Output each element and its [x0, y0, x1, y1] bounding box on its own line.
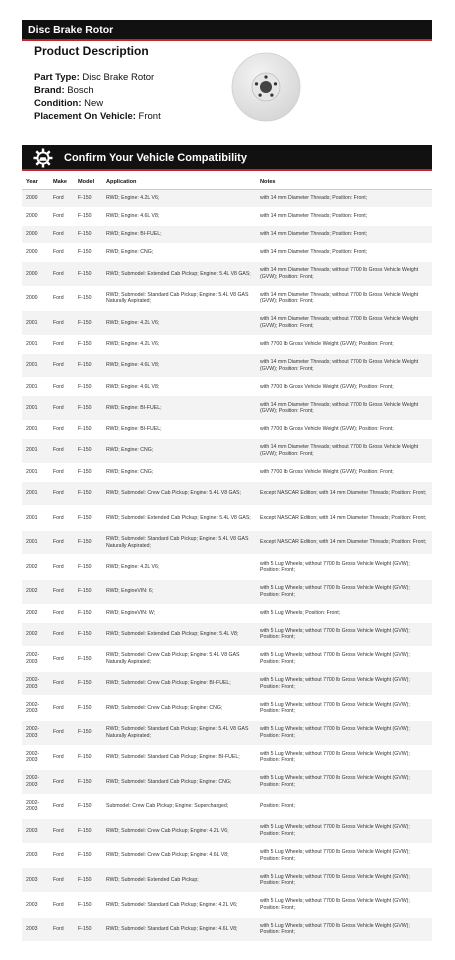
cell-make: Ford — [49, 893, 74, 918]
table-row — [22, 286, 432, 311]
cell-notes: with 5 Lug Wheels; without 7700 lb Gross Vehicle Weight (GVW); Position: Front; — [256, 720, 432, 745]
cell-year: 2002 — [22, 622, 49, 647]
cell-year: 2000 — [22, 226, 49, 244]
cell-notes: with 14 mm Diameter Threads; without 7700 lb Gross Vehicle Weight (GVW); Position: Front; — [256, 396, 432, 421]
col-header-notes: Notes — [256, 174, 432, 190]
cell-application: RWD; Submodel: Crew Cab Pickup; Engine: 4.6L V8; — [102, 843, 256, 868]
condition-label: Condition: — [34, 98, 82, 109]
cell-notes: with 5 Lug Wheels; without 7700 lb Gross Vehicle Weight (GVW); Position: Front; — [256, 770, 432, 795]
cell-make: Ford — [49, 647, 74, 672]
cell-model: F-150 — [74, 868, 102, 893]
cell-model: F-150 — [74, 463, 102, 481]
cell-application: RWD; Engine: BI-FUEL; — [102, 396, 256, 421]
table-row — [22, 190, 432, 208]
cell-make: Ford — [49, 622, 74, 647]
table-row — [22, 720, 432, 745]
cell-model: F-150 — [74, 720, 102, 745]
cell-model: F-150 — [74, 555, 102, 580]
cell-notes: with 14 mm Diameter Threads; without 7700 lb Gross Vehicle Weight (GVW); Position: Front; — [256, 286, 432, 311]
cell-notes: with 5 Lug Wheels; without 7700 lb Gross Vehicle Weight (GVW); Position: Front; — [256, 819, 432, 844]
cell-application: RWD; Engine: 4.6L V8; — [102, 353, 256, 378]
cell-make: Ford — [49, 671, 74, 696]
cell-application: RWD; Submodel: Extended Cab Pickup; Engine: 5.4L V8 GAS; — [102, 506, 256, 531]
table-row — [22, 378, 432, 396]
cell-model: F-150 — [74, 420, 102, 438]
cell-notes: with 5 Lug Wheels; without 7700 lb Gross Vehicle Weight (GVW); Position: Front; — [256, 843, 432, 868]
cell-notes: with 5 Lug Wheels; without 7700 lb Gross Vehicle Weight (GVW); Position: Front; — [256, 868, 432, 893]
cell-year: 2002 — [22, 604, 49, 622]
cell-year: 2001 — [22, 396, 49, 421]
cell-year: 2003 — [22, 868, 49, 893]
table-row — [22, 770, 432, 795]
table-row — [22, 244, 432, 262]
cell-model: F-150 — [74, 917, 102, 942]
cell-year: 2003 — [22, 917, 49, 942]
cell-notes: with 14 mm Diameter Threads; Position: Front; — [256, 244, 432, 262]
cell-make: Ford — [49, 770, 74, 795]
cell-notes: Except NASCAR Edition; with 14 mm Diameter Threads; Position: Front; — [256, 506, 432, 531]
cell-application: RWD; EngineVIN: 6; — [102, 579, 256, 604]
cell-model: F-150 — [74, 622, 102, 647]
cell-model: F-150 — [74, 335, 102, 353]
cell-model: F-150 — [74, 770, 102, 795]
cell-year: 2003 — [22, 819, 49, 844]
cell-notes: with 7700 lb Gross Vehicle Weight (GVW); Position: Front; — [256, 378, 432, 396]
cell-model: F-150 — [74, 647, 102, 672]
cell-application: RWD; Engine: CNG; — [102, 244, 256, 262]
cell-make: Ford — [49, 579, 74, 604]
col-header-application: Application — [102, 174, 256, 190]
cell-application: RWD; Engine: BI-FUEL; — [102, 226, 256, 244]
cell-year: 2002-2003 — [22, 720, 49, 745]
cell-notes: with 5 Lug Wheels; Position: Front; — [256, 604, 432, 622]
cell-year: 2001 — [22, 481, 49, 506]
brand-label: Brand: — [34, 85, 65, 96]
cell-year: 2002 — [22, 579, 49, 604]
cell-model: F-150 — [74, 696, 102, 721]
cell-make: Ford — [49, 286, 74, 311]
cell-application: Submodel: Crew Cab Pickup; Engine: Supercharged; — [102, 794, 256, 819]
cell-year: 2002-2003 — [22, 696, 49, 721]
table-row — [22, 335, 432, 353]
cell-notes: with 14 mm Diameter Threads; without 7700 lb Gross Vehicle Weight (GVW); Position: Front; — [256, 262, 432, 287]
brake-rotor-image — [231, 52, 301, 122]
placement-value: Front — [138, 111, 161, 122]
part-type-line — [34, 71, 161, 84]
cell-year: 2002-2003 — [22, 745, 49, 770]
col-header-year: Year — [22, 174, 49, 190]
cell-application: RWD; Submodel: Extended Cab Pickup; — [102, 868, 256, 893]
cell-model: F-150 — [74, 353, 102, 378]
cell-notes: with 5 Lug Wheels; without 7700 lb Gross Vehicle Weight (GVW); Position: Front; — [256, 579, 432, 604]
table-row — [22, 622, 432, 647]
cell-model: F-150 — [74, 794, 102, 819]
table-row — [22, 917, 432, 942]
cell-year: 2001 — [22, 463, 49, 481]
cell-application: RWD; Engine: 4.2L V6; — [102, 311, 256, 336]
cell-model: F-150 — [74, 671, 102, 696]
cell-application: RWD; Submodel: Crew Cab Pickup; Engine: 5.4L V8 GAS; — [102, 481, 256, 506]
placement-label: Placement On Vehicle: — [34, 111, 136, 122]
table-row — [22, 696, 432, 721]
cell-notes: with 14 mm Diameter Threads; without 7700 lb Gross Vehicle Weight (GVW); Position: Front; — [256, 438, 432, 463]
condition-line — [34, 97, 161, 110]
cell-notes: with 5 Lug Wheels; without 7700 lb Gross Vehicle Weight (GVW); Position: Front; — [256, 647, 432, 672]
cell-application: RWD; Engine: 4.2L V6; — [102, 335, 256, 353]
table-row — [22, 671, 432, 696]
col-header-make: Make — [49, 174, 74, 190]
cell-year: 2001 — [22, 335, 49, 353]
cell-model: F-150 — [74, 604, 102, 622]
cell-make: Ford — [49, 696, 74, 721]
table-header-row — [22, 174, 432, 190]
cell-notes: Except NASCAR Edition; with 14 mm Diameter Threads; Position: Front; — [256, 530, 432, 555]
cell-application: RWD; Submodel: Standard Cab Pickup; Engine: 4.6L V8; — [102, 917, 256, 942]
table-row — [22, 481, 432, 506]
cell-model: F-150 — [74, 530, 102, 555]
cell-application: RWD; EngineVIN: W; — [102, 604, 256, 622]
cell-application: RWD; Submodel: Extended Cab Pickup; Engine: 5.4L V8; — [102, 622, 256, 647]
cell-make: Ford — [49, 190, 74, 208]
product-attributes — [34, 71, 161, 123]
cell-notes: with 5 Lug Wheels; without 7700 lb Gross Vehicle Weight (GVW); Position: Front; — [256, 671, 432, 696]
cell-model: F-150 — [74, 286, 102, 311]
table-row — [22, 438, 432, 463]
table-row — [22, 208, 432, 226]
cell-year: 2000 — [22, 262, 49, 287]
cell-notes: with 14 mm Diameter Threads; without 7700 lb Gross Vehicle Weight (GVW); Position: Front; — [256, 311, 432, 336]
cell-make: Ford — [49, 720, 74, 745]
cell-notes: Except NASCAR Edition; with 14 mm Diameter Threads; Position: Front; — [256, 481, 432, 506]
cell-application: RWD; Submodel: Standard Cab Pickup; Engine: 5.4L V8 GAS Naturally Aspirated; — [102, 530, 256, 555]
cell-make: Ford — [49, 794, 74, 819]
cell-model: F-150 — [74, 226, 102, 244]
cell-model: F-150 — [74, 438, 102, 463]
cell-make: Ford — [49, 396, 74, 421]
cell-year: 2001 — [22, 378, 49, 396]
table-row — [22, 463, 432, 481]
cell-year: 2000 — [22, 244, 49, 262]
cell-application: RWD; Engine: 4.6L V8; — [102, 208, 256, 226]
compatibility-table — [22, 174, 432, 942]
cell-make: Ford — [49, 378, 74, 396]
cell-model: F-150 — [74, 506, 102, 531]
table-row — [22, 420, 432, 438]
table-row — [22, 530, 432, 555]
cell-year: 2000 — [22, 190, 49, 208]
page-title: Disc Brake Rotor — [22, 20, 432, 41]
cell-model: F-150 — [74, 244, 102, 262]
cell-application: RWD; Submodel: Crew Cab Pickup; Engine: CNG; — [102, 696, 256, 721]
cell-notes: with 5 Lug Wheels; without 7700 lb Gross Vehicle Weight (GVW); Position: Front; — [256, 917, 432, 942]
cell-make: Ford — [49, 438, 74, 463]
cell-notes: with 5 Lug Wheels; without 7700 lb Gross Vehicle Weight (GVW); Position: Front; — [256, 555, 432, 580]
cell-year: 2001 — [22, 420, 49, 438]
cell-notes: with 14 mm Diameter Threads; without 7700 lb Gross Vehicle Weight (GVW); Position: Front; — [256, 353, 432, 378]
cell-model: F-150 — [74, 208, 102, 226]
table-row — [22, 579, 432, 604]
cell-model: F-150 — [74, 262, 102, 287]
table-row — [22, 843, 432, 868]
cell-make: Ford — [49, 917, 74, 942]
compatibility-title: Confirm Your Vehicle Compatibility — [64, 152, 247, 164]
cell-make: Ford — [49, 262, 74, 287]
table-row — [22, 819, 432, 844]
cell-notes: with 7700 lb Gross Vehicle Weight (GVW); Position: Front; — [256, 420, 432, 438]
cell-year: 2001 — [22, 311, 49, 336]
table-row — [22, 353, 432, 378]
cell-make: Ford — [49, 420, 74, 438]
cell-make: Ford — [49, 868, 74, 893]
cell-make: Ford — [49, 353, 74, 378]
col-header-model: Model — [74, 174, 102, 190]
compatibility-header — [22, 145, 432, 171]
table-row — [22, 745, 432, 770]
cell-notes: with 5 Lug Wheels; without 7700 lb Gross Vehicle Weight (GVW); Position: Front; — [256, 622, 432, 647]
cell-year: 2002-2003 — [22, 647, 49, 672]
cell-make: Ford — [49, 506, 74, 531]
cell-make: Ford — [49, 463, 74, 481]
cell-year: 2002-2003 — [22, 671, 49, 696]
cell-make: Ford — [49, 604, 74, 622]
cell-application: RWD; Engine: CNG; — [102, 438, 256, 463]
table-row — [22, 868, 432, 893]
cell-application: RWD; Submodel: Crew Cab Pickup; Engine: 4.2L V6; — [102, 819, 256, 844]
table-row — [22, 555, 432, 580]
table-row — [22, 647, 432, 672]
cell-application: RWD; Submodel: Standard Cab Pickup; Engine: 5.4L V8 GAS Naturally Aspirated; — [102, 286, 256, 311]
cell-model: F-150 — [74, 481, 102, 506]
cell-application: RWD; Submodel: Crew Cab Pickup; Engine: BI-FUEL; — [102, 671, 256, 696]
cell-model: F-150 — [74, 190, 102, 208]
cell-notes: with 14 mm Diameter Threads; Position: Front; — [256, 208, 432, 226]
cell-make: Ford — [49, 530, 74, 555]
cell-make: Ford — [49, 208, 74, 226]
product-description-heading: Product Description — [34, 44, 149, 58]
cell-make: Ford — [49, 226, 74, 244]
cell-make: Ford — [49, 335, 74, 353]
cell-model: F-150 — [74, 745, 102, 770]
cell-year: 2001 — [22, 353, 49, 378]
cell-year: 2002-2003 — [22, 770, 49, 795]
cell-model: F-150 — [74, 579, 102, 604]
cell-model: F-150 — [74, 378, 102, 396]
cell-notes: with 5 Lug Wheels; without 7700 lb Gross Vehicle Weight (GVW); Position: Front; — [256, 745, 432, 770]
part-type-value: Disc Brake Rotor — [82, 72, 155, 83]
cell-notes: with 5 Lug Wheels; without 7700 lb Gross Vehicle Weight (GVW); Position: Front; — [256, 893, 432, 918]
cell-year: 2000 — [22, 208, 49, 226]
cell-notes: with 14 mm Diameter Threads; Position: Front; — [256, 226, 432, 244]
cell-application: RWD; Engine: CNG; — [102, 463, 256, 481]
placement-line — [34, 110, 161, 123]
table-row — [22, 226, 432, 244]
table-row — [22, 604, 432, 622]
cell-make: Ford — [49, 819, 74, 844]
cell-application: RWD; Engine: 4.2L V6; — [102, 555, 256, 580]
cell-year: 2001 — [22, 530, 49, 555]
cell-year: 2002 — [22, 555, 49, 580]
cell-make: Ford — [49, 311, 74, 336]
cell-notes: with 5 Lug Wheels; without 7700 lb Gross Vehicle Weight (GVW); Position: Front; — [256, 696, 432, 721]
condition-value: New — [84, 98, 104, 109]
cell-make: Ford — [49, 555, 74, 580]
cell-application: RWD; Engine: BI-FUEL; — [102, 420, 256, 438]
cell-notes: with 7700 lb Gross Vehicle Weight (GVW); Position: Front; — [256, 463, 432, 481]
table-row — [22, 893, 432, 918]
cell-year: 2001 — [22, 506, 49, 531]
gear-car-icon — [33, 148, 53, 168]
cell-application: RWD; Submodel: Crew Cab Pickup; Engine: 5.4L V8 GAS Naturally Aspirated; — [102, 647, 256, 672]
cell-application: RWD; Submodel: Standard Cab Pickup; Engine: BI-FUEL; — [102, 745, 256, 770]
cell-year: 2001 — [22, 438, 49, 463]
cell-model: F-150 — [74, 843, 102, 868]
cell-make: Ford — [49, 745, 74, 770]
cell-application: RWD; Engine: 4.2L V6; — [102, 190, 256, 208]
table-row — [22, 794, 432, 819]
part-type-label: Part Type: — [34, 72, 80, 83]
cell-notes: with 14 mm Diameter Threads; Position: Front; — [256, 190, 432, 208]
table-row — [22, 396, 432, 421]
cell-notes: with 7700 lb Gross Vehicle Weight (GVW); Position: Front; — [256, 335, 432, 353]
cell-notes: Position: Front; — [256, 794, 432, 819]
cell-application: RWD; Engine: 4.6L V8; — [102, 378, 256, 396]
brand-value: Bosch — [67, 85, 94, 96]
cell-application: RWD; Submodel: Standard Cab Pickup; Engine: 5.4L V8 GAS Naturally Aspirated; — [102, 720, 256, 745]
cell-year: 2000 — [22, 286, 49, 311]
cell-application: RWD; Submodel: Standard Cab Pickup; Engine: 4.2L V6; — [102, 893, 256, 918]
cell-year: 2003 — [22, 843, 49, 868]
cell-make: Ford — [49, 481, 74, 506]
table-row — [22, 311, 432, 336]
cell-application: RWD; Submodel: Extended Cab Pickup; Engine: 5.4L V8 GAS; — [102, 262, 256, 287]
cell-make: Ford — [49, 843, 74, 868]
cell-model: F-150 — [74, 893, 102, 918]
table-body — [22, 190, 432, 942]
cell-year: 2002-2003 — [22, 794, 49, 819]
cell-model: F-150 — [74, 311, 102, 336]
cell-model: F-150 — [74, 819, 102, 844]
table-row — [22, 506, 432, 531]
cell-model: F-150 — [74, 396, 102, 421]
cell-make: Ford — [49, 244, 74, 262]
cell-application: RWD; Submodel: Standard Cab Pickup; Engine: CNG; — [102, 770, 256, 795]
table-row — [22, 262, 432, 287]
cell-year: 2003 — [22, 893, 49, 918]
brand-line — [34, 84, 161, 97]
